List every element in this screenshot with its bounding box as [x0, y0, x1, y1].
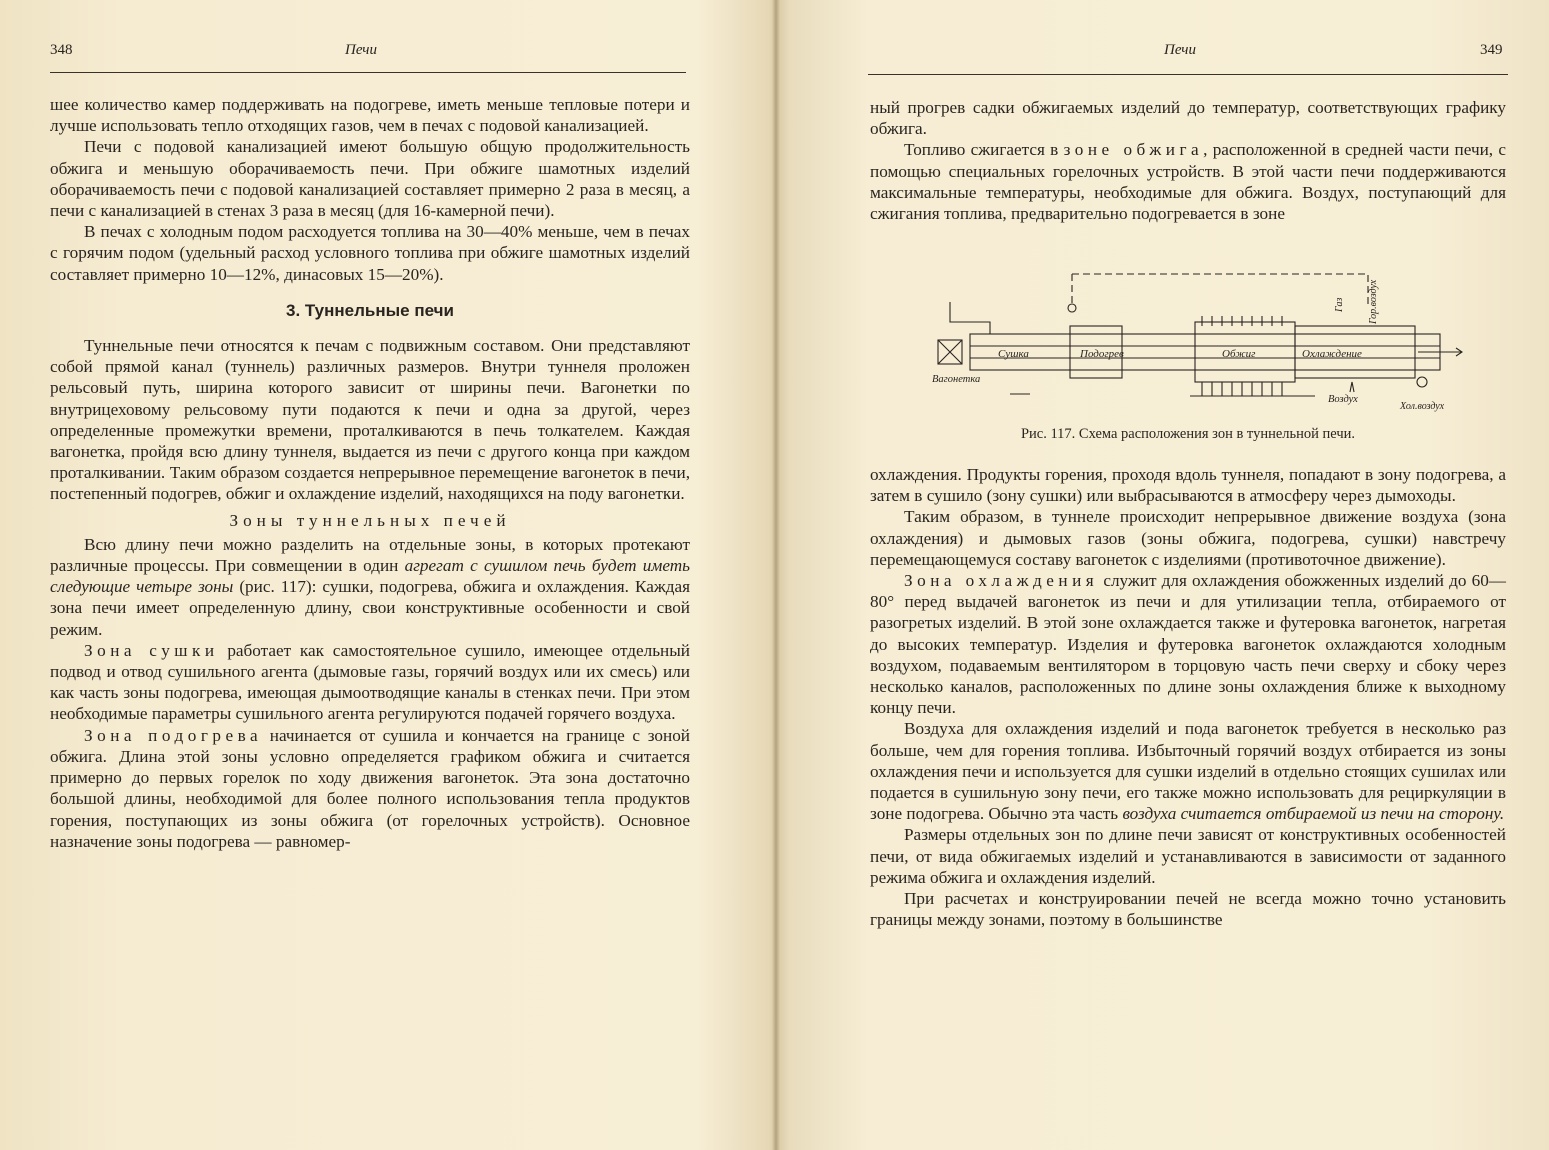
paragraph: При расчетах и конструировании печей не всегда можно точно установить границы между зонами, поэтому в большинстве — [870, 889, 1506, 930]
book-gutter — [772, 0, 780, 1150]
paragraph: ный прогрев садки обжигаемых изделий до температур, соответствующих графику обжига. — [870, 98, 1506, 139]
fan-icon — [1417, 377, 1427, 387]
spaced-term: Зона сушки — [84, 640, 219, 660]
label-firing: Обжиг — [1222, 348, 1256, 360]
subsection-title: Зоны туннельных печей — [229, 510, 511, 530]
left-page — [0, 0, 772, 1150]
spaced-term: зоне обжига — [1063, 140, 1204, 160]
right-page — [780, 0, 1549, 1150]
label-cooling: Охлаждение — [1302, 348, 1362, 360]
paragraph: Туннельные печи относятся к печам с подвижным составом. Они представляют собой прямой канал (туннель) различных размеров. Внутри туннеля проложен рельсовый путь, ширина которого зависит от ширины печи. Вагонетки по внутрицеховому рельсовому пути подаются к печи и одна за другой, через определенные промежутки времени, проталкиваются в печь толкателем. Каждая вагонетка, пройдя всю длину туннеля, выдается из печи с другого конца при каждом проталкивании. Таким образом создается непрерывное перемещение вагонеток в печи, постепенный подогрев, обжиг и охлаждение изделий, находящихся на поду вагонетки. — [50, 336, 690, 504]
paragraph — [50, 725, 690, 852]
paragraph: охлаждения. Продукты горения, проходя вдоль туннеля, попадают в зону подогрева, а затем в сушило (зону сушки) или выбрасываются в атмосферу через дымоходы. — [870, 465, 1506, 506]
section-title: 3. Туннельные печи — [286, 300, 454, 320]
label-gas: Газ — [1334, 297, 1345, 312]
label-cold-air: Хол.воздух — [1400, 401, 1445, 412]
italic-run: агрегат с сушилом печь будет иметь следующие четыре зоны — [50, 556, 690, 597]
paragraph: В печах с холодным подом расходуется топлива на 30—40% меньше, чем в печах с горячим подом (удельный расход условного топлива при обжиге шамотных изделий составляет примерно 10—12%, динасовых 15—20%). — [50, 222, 690, 284]
paragraph: шее количество камер поддерживать на подогреве, иметь меньше тепловые потери и лучше использовать тепло отходящих газов, чем в печах с подовой канализацией. — [50, 95, 690, 136]
valve-icon — [1068, 304, 1076, 312]
spaced-term: Зона подогрева — [84, 725, 263, 745]
text-run: (рис. 117): сушки, подогрева, обжига и охлаждения. Каждая зона печи имеет определенную длину, свои конструктивные особенности и свой режим. — [50, 577, 690, 639]
text-run: служит для охлаждения обожженных изделий до 60—80° перед выдачей вагонеток из печи и для утилизации тепла, отбираемого от разогретых изделий. В этой зоне охлаждается также и футеровка вагонеток, нагретая до высоких температур. Изделия и футеровка вагонеток охлаждаются холодным воздухом, подаваемым вентилятором в торцовую часть печи сверху и сбоку через несколько каналов, расположенных по длине зоны охлаждения ближе к выходному концу печи. — [870, 571, 1506, 718]
right-body-text-bottom — [870, 464, 1506, 930]
left-page-number: 348 — [50, 42, 73, 58]
right-running-title: Печи — [1164, 42, 1196, 58]
paragraph — [50, 640, 690, 725]
paragraph — [870, 570, 1506, 718]
text-run: начинается от сушила и кончается на границе с зоной обжига. Длина этой зоны условно определяется графиком обжига и считается примерно до первых горелок по ходу движения вагонеток. Эта зона достаточно большой длины, необходимой для более полного использования тепла продуктов горения, поступающих из зоны обжига (от горелочных устройств). Основное назначение зоны подогрева — равномер- — [50, 725, 690, 851]
label-hot-air: Гор.воздух — [1368, 279, 1379, 324]
left-header-rule — [50, 72, 686, 73]
text-run: работает как самостоятельное сушило, имеющее отдельный подвод и отвод сушильного агента (дымовые газы, горячий воздух или их смесь) или как часть зоны подогрева, имеющая дымоотводящие каналы в стенках печи. При этом необходимые параметры сушильного агента регулируются подачей горячего воздуха. — [50, 640, 690, 724]
text-run: Воздуха для охлаждения изделий и пода вагонеток требуется в несколько раз больше, чем для горения топлива. Избыточный горячий воздух отбирается из зоны охлаждения печи и используется для сушки изделий в отдельно стоящих сушилах или подается в сушильную зону печи, его также можно использовать для рециркуляции в зоне подогрева. Обычно эта часть — [870, 719, 1506, 824]
paragraph — [870, 139, 1506, 224]
paragraph: Размеры отдельных зон по длине печи зависят от конструктивных особенностей печи, от вида обжигаемых изделий и устанавливаются в зависимости от заданного режима обжига и охлаждения изделий. — [870, 825, 1506, 887]
hot-air-duct-line — [1072, 274, 1368, 304]
label-wagon: Вагонетка — [932, 374, 981, 385]
paragraph: Печи с подовой канализацией имеют большую общую продолжительность обжига и меньшую оборачиваемость печи. При обжиге шамотных изделий оборачиваемость печи с подовой канализацией составляет примерно 2 раза в месяц, а печи с канализацией в стенах 3 раза в месяц (для 16-камерной печи). — [50, 137, 690, 221]
spaced-term: Зона охлаждения — [904, 571, 1099, 591]
text-run: , расположенной в средней части печи, с помощью специальных горелочных устройств. В этой части печи поддерживаются максимальные температуры, необходимые для обжига. Воздух, поступающий для сжигания топлива, предварительно подогревается в зоне — [870, 140, 1506, 224]
paragraph: Таким образом, в туннеле происходит непрерывное движение воздуха (зона охлаждения) и дымовых газов (зоны обжига, подогрева, сушки) навстречу перемещающемуся составу вагонеток с изделиями (противоточное движение). — [870, 507, 1506, 569]
label-drying: Сушка — [998, 348, 1029, 360]
figure-caption: Рис. 117. Схема расположения зон в туннельной печи. — [1020, 426, 1356, 442]
right-header-rule — [868, 74, 1508, 75]
right-page-number: 349 — [1480, 42, 1503, 58]
label-air: Воздух — [1328, 394, 1358, 405]
left-running-title: Печи — [345, 42, 377, 58]
tunnel-body — [970, 334, 1440, 370]
right-body-text-top — [870, 97, 1506, 224]
text-run: Топливо сжигается в — [904, 140, 1064, 160]
label-preheat: Подогрев — [1080, 348, 1124, 360]
left-body-text — [50, 94, 690, 852]
paragraph — [870, 718, 1506, 824]
tunnel-kiln-diagram — [930, 264, 1470, 424]
italic-run: воздуха считается отбираемой из печи на сторону. — [1122, 804, 1505, 824]
text-run: Всю длину печи можно разделить на отдельные зоны, в которых протекают различные процессы. При совмещении в один — [50, 534, 690, 576]
paragraph — [50, 534, 690, 640]
